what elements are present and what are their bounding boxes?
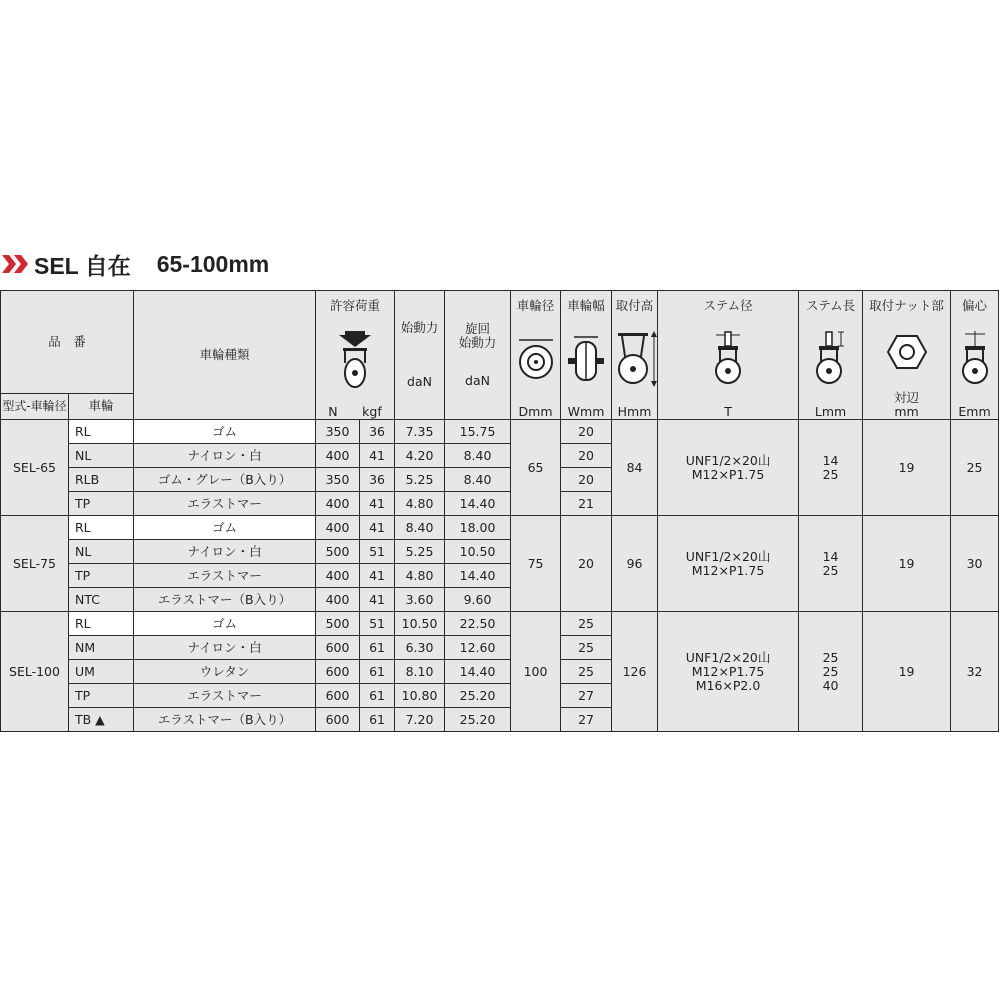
title-range: 65-100mm: [156, 250, 270, 277]
table-row: UM ウレタン 600 61 8.10 14.40 25: [1, 660, 999, 684]
type-cell: ゴム: [134, 420, 316, 444]
header-wheel-width: 車輪幅 Wmm: [561, 291, 612, 420]
table-row: SEL-65 RL ゴム 350 36 7.35 15.75 65 20 84 UNF1/2×20山 M12×P1.75 14 25 19 25: [1, 420, 999, 444]
wheel-width-icon: [564, 334, 608, 384]
mount-height-icon: [612, 329, 658, 389]
spec-table: [0, 290, 999, 732]
header-turn-force: 旋回 始動力 daN: [445, 291, 511, 420]
header-wheel: 車輪: [69, 393, 134, 419]
height-cell: 84: [612, 420, 658, 516]
stem-caster-icon: [708, 331, 748, 387]
double-chevron-icon: [2, 252, 32, 276]
table-row: SEL-100 RL ゴム 500 51 10.50 22.50 100 25 126 UNF1/2×20山 M12×P1.75 M16×P2.0 25 25 40 19 32: [1, 612, 999, 636]
table-row: TB ▲ エラストマー（B入り） 600 61 7.20 25.20 27: [1, 708, 999, 732]
table-row: TP エラストマー 400 41 4.80 14.40 21: [1, 492, 999, 516]
header-start-force: 始動力 daN: [395, 291, 445, 420]
stem-length-icon: [809, 331, 853, 387]
table-row: NL ナイロン・白 500 51 5.25 10.50: [1, 540, 999, 564]
header-stem-len: ステム長 Lmm: [799, 291, 863, 420]
table-row: NL ナイロン・白 400 41 4.20 8.40 20: [1, 444, 999, 468]
table-row: NTC エラストマー（B入り） 400 41 3.60 9.60: [1, 588, 999, 612]
code-cell: RL: [69, 420, 134, 444]
table-row: TP エラストマー 600 61 10.80 25.20 27: [1, 684, 999, 708]
model-cell: SEL-100: [1, 612, 69, 732]
hex-nut-icon: [887, 334, 927, 370]
model-cell: SEL-65: [1, 420, 69, 516]
header-wheel-dia: 車輪径 Dmm: [511, 291, 561, 420]
offset-caster-icon: [955, 331, 995, 387]
table-row: SEL-75 RL ゴム 400 41 8.40 18.00 75 20 96 UNF1/2×20山 M12×P1.75 14 25 19 30: [1, 516, 999, 540]
header-load: 許容荷重 N kgf: [316, 291, 395, 420]
section-title: [0, 248, 269, 280]
header-mount-height: 取付高 Hmm: [612, 291, 658, 420]
dia-cell: 65: [511, 420, 561, 516]
table-row: NM ナイロン・白 600 61 6.30 12.60 25: [1, 636, 999, 660]
offset-cell: 25: [951, 420, 999, 516]
lmm-cell: 14 25: [799, 420, 863, 516]
nut-cell: 19: [863, 420, 951, 516]
model-cell: SEL-75: [1, 516, 69, 612]
wheel-diameter-icon: [515, 337, 557, 381]
header-hinban: 品 番: [1, 291, 134, 394]
header-stem-dia: ステム径 T: [658, 291, 799, 420]
title-text: SEL 自在: [34, 252, 131, 279]
load-caster-icon: [335, 329, 375, 389]
stem-cell: UNF1/2×20山 M12×P1.75: [658, 420, 799, 516]
header-type-dia: 型式-車輪径: [1, 393, 69, 419]
table-row: TP エラストマー 400 41 4.80 14.40: [1, 564, 999, 588]
table-row: RLB ゴム・グレー（B入り） 350 36 5.25 8.40 20: [1, 468, 999, 492]
header-wheel-type: 車輪種類: [134, 291, 316, 420]
header-offset: 偏心 Emm: [951, 291, 999, 420]
header-nut: 取付ナット部 対辺 mm: [863, 291, 951, 420]
